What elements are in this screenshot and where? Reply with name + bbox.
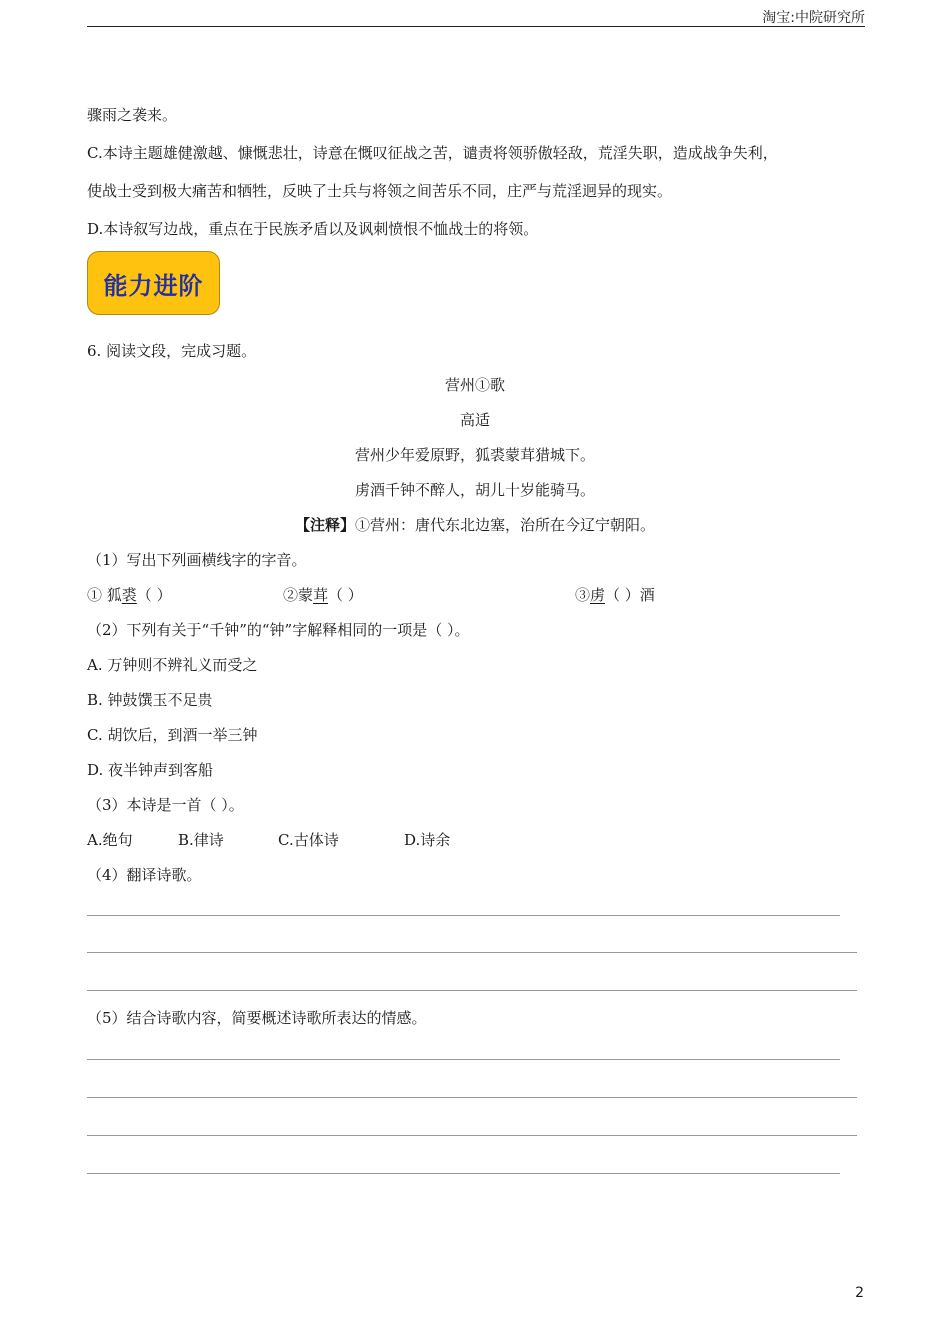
answer-line (87, 1135, 857, 1136)
pronunciation-item-3: ③虏（ ）酒 (575, 586, 655, 604)
sub5-prompt: （5）结合诗歌内容，简要概述诗歌所表达的情感。 (87, 1009, 427, 1027)
page-number: 2 (855, 1285, 864, 1301)
poem-author: 高适 (459, 411, 490, 429)
answer-line (87, 952, 857, 953)
option-c-line1: C.本诗主题雄健激越、慷慨悲壮，诗意在慨叹征战之苦，谴责将领骄傲轻敌，荒淫失职，造成战争失利， (87, 144, 778, 162)
option-c-line2: 使战士受到极大痛苦和牺牲，反映了士兵与将领之间苦乐不同，庄严与荒淫迥异的现实。 (87, 182, 673, 200)
choice-option: B. 钟鼓馔玉不足贵 (87, 691, 213, 709)
sub2-prompt: （2）下列有关于“千钟”的“钟”字解释相同的一项是（ ）。 (87, 621, 470, 639)
answer-line (87, 1097, 857, 1098)
poem-note (0, 515, 950, 535)
shop-label: 淘宝:中院研究所 (762, 10, 865, 26)
underlined-char: 茸 (313, 586, 329, 604)
page-header (87, 0, 865, 27)
underlined-char: 虏 (590, 586, 606, 604)
answer-line (87, 1173, 840, 1174)
answer-line (87, 915, 840, 916)
choice-option: D. 夜半钟声到客船 (87, 761, 214, 779)
answer-line (87, 1059, 840, 1060)
poem-line: 虏酒千钟不醉人，胡儿十岁能骑马。 (354, 481, 595, 499)
choice-option: A.绝句 (87, 831, 133, 849)
sub3-prompt: （3）本诗是一首（ ）。 (87, 796, 244, 814)
pronunciation-item-1: ① 狐裘（ ） (87, 586, 172, 604)
poem-line: 营州少年爱原野，狐裘蒙茸猎城下。 (354, 446, 595, 464)
choice-option: A. 万钟则不辨礼义而受之 (87, 656, 258, 674)
prev-text-line: 骤雨之袭来。 (87, 106, 178, 124)
sub1-prompt: （1）写出下列画横线字的字音。 (87, 551, 307, 569)
note-text: ①营州：唐代东北边塞，治所在今辽宁朝阳。 (355, 516, 656, 534)
choice-option: B.律诗 (178, 831, 224, 849)
answer-line (87, 990, 857, 991)
choice-option: D.诗余 (404, 831, 451, 849)
section-badge-label: 能力进阶 (103, 271, 204, 300)
note-label: 【注释】 (294, 516, 355, 534)
question-stem: 6. 阅读文段，完成习题。 (87, 342, 257, 360)
choice-option: C. 胡饮后，到酒一举三钟 (87, 726, 258, 744)
poem-title: 营州①歌 (444, 376, 505, 394)
option-d: D.本诗叙写边战，重点在于民族矛盾以及讽刺愤恨不恤战士的将领。 (87, 220, 539, 238)
section-badge (87, 251, 220, 315)
choice-option: C.古体诗 (278, 831, 339, 849)
underlined-char: 裘 (121, 586, 137, 604)
pronunciation-item-2: ②蒙茸（ ） (283, 586, 363, 604)
sub4-prompt: （4）翻译诗歌。 (87, 866, 202, 884)
